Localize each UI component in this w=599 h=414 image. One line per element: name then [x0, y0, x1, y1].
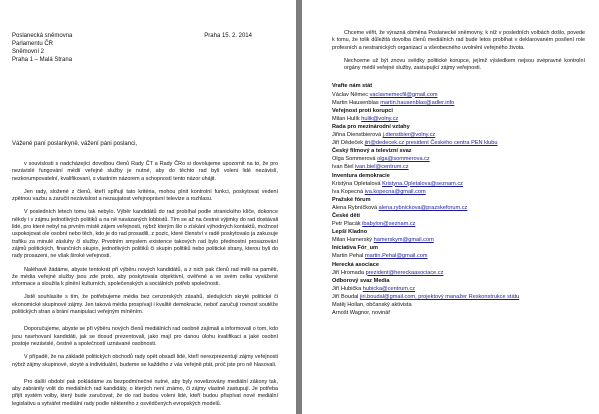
signatory-name: Ivan Biel	[332, 164, 356, 171]
email-link[interactable]: martin.Pehal@gmail.com	[364, 253, 428, 260]
body-paragraph: Naléhavě žádáme, abyste tentokrát při výběru nových kandidátů, a z nich pak členů rad měli na paměti, že média veřejné služby jsou zde proto, aby poskytovala objektivní, ověřené a ve svém celku vyvážené informace a sloužila k plnění kulturních, společenských a sociálních potřeb společnosti.	[12, 266, 278, 288]
body-paragraph: v souvislosti s nadcházející dovolbou členů Rady ČT a Rady ČRo si dovolujeme upozornit na to, že pro nezávislé fungování médií veřejné služby je nutné, aby do těchto rad byli voleni lidé nezávislí, nezkorumpovatelní, kvalifikovaní, s vlastním názorem a schopností tento názor uhájit.	[12, 161, 278, 182]
organization-name: České děti	[332, 212, 360, 219]
letter-header	[12, 32, 278, 102]
email-link[interactable]: jiri.boudal@gmail.com, projektový manažer Reskonstrukce státu	[359, 293, 520, 300]
signatory-row	[332, 293, 585, 301]
signatory-name: Iva Kopecná	[332, 188, 365, 195]
body-paragraph: V posledních letech tomu tak nebylo. Výběr kandidátů do rad probíhal podle stranického klíče, dokonce někdy i v zájmu jednotlivých politiků a na ně navázaných lobbistů. Tím se až na čestné výjimky do rad dostávali lidé, pro které nebyl na prvním místě zájem veřejnosti, nýbrž kterým šlo o získání výhodných kontaktů, možnost uspokojovat ole osobní nebo těch, kdo je do rad prosadili, z pozic, které členství v radě poskytovalo ja zakusuje trafiku za minulé zásluhy či služby. Prvotním smyslem existence takových rad bylo přednostní prosazování zájmů politických, finančních skupin, jednotlivých politiků či skupin politiků nebo politické strany, kterou byli do rady prosazeni, ne však široké veřejnosti.	[12, 209, 278, 260]
signatory-name: Petr Placák	[332, 221, 363, 228]
email-link[interactable]: iva.kopecna@gmail.com	[364, 188, 426, 195]
address-line: Poslanecká sněmovna	[12, 33, 73, 39]
signatory-row	[332, 99, 585, 107]
organization-name: Iniciativa Fór_um	[332, 245, 379, 252]
signatory-name: Jiří Boudal	[332, 293, 360, 300]
body-paragraph: Jen rady, složené z členů, kteří splňují tato kritéria, mohou plnit kontrolní funkci, poskytovat vedení zpětnou vazbu a zaručit nezávislost a nezaujatost veřejnoprávní televize a rozhlasu.	[12, 188, 278, 203]
email-link[interactable]: ivan.biel@centrum.cz	[355, 164, 409, 171]
address-line: Praha 1 – Malá Strana	[12, 57, 73, 63]
email-link[interactable]: olga@sommerova.cz	[377, 156, 430, 163]
signatory-name: Milan Hulík	[332, 115, 362, 122]
letter-date: Praha 15. 2. 2014	[204, 33, 252, 39]
email-link[interactable]: Kristyna.Opletalova@seznam.cz	[382, 180, 463, 187]
signatories-list	[332, 82, 585, 317]
email-link[interactable]: prezident@hereckaasociace.cz	[365, 269, 444, 276]
organization-name: Inventura demokracie	[332, 172, 390, 179]
signatory-row: Arnošt Wagnor, novinář	[332, 310, 391, 317]
signatory-row	[332, 131, 585, 139]
organization-name: Odborový svaz Media	[332, 277, 390, 284]
signatory-row	[332, 163, 585, 171]
signatory-name: Alena Rybníčková	[332, 204, 379, 211]
email-link[interactable]: ibabylon@seznam.cz	[362, 221, 416, 228]
signatory-row	[332, 252, 585, 260]
organization-name: Veřejnost proti korupci	[332, 107, 393, 114]
body-paragraph: Nechceme už být znovu svědky politické korupce, jejímž výsledkem nejsou svépravné kontrolní orgány médií veřejné služby, zastupující zájmy veřejnosti.	[344, 57, 585, 72]
email-link[interactable]: jiri@dedecek.cz president Českého centra PEN klubu	[364, 140, 498, 147]
email-link[interactable]: hamerskym@gmail.com	[373, 237, 434, 244]
organization-name: Herecká asociace	[332, 261, 379, 268]
signatory-row	[332, 180, 585, 188]
organization-name: Rada pro mezinárodní vztahy	[332, 123, 410, 130]
signatory-name: Olga Sommerová	[332, 156, 378, 163]
signatory-row	[332, 204, 585, 212]
signatory-name: Václav Němec	[332, 91, 370, 98]
body-paragraph: Pro další období pak pokládáme za bezpodmínečné nutné, aby byly novelizovány mediální zákony tak, aby zabránily volit do mediálních rad kandidáty, o kterých není známo, či zájmy vlastně zastupují. Je potřeba přijít systém volby, který bude zaručovat, že do rad budou voleni lidé, kteří budou přispívat nové mediální legislativu a vytvářet mediální rady podle některého z osvědčených evropských modelů.	[12, 378, 278, 407]
email-link[interactable]: hulik@volny.cz	[361, 115, 399, 122]
signatory-row	[332, 155, 585, 163]
organization-name: Vrafte nám stát	[332, 83, 373, 90]
signatory-name: Martin Hausenblas	[332, 99, 381, 106]
organization-name: Lepší Kladno	[332, 229, 368, 236]
body-paragraph: V případě, že na základě politických obchodů rady opět obsadí lidé, kteří nerezprezentují zájmy veřejnosti nýbrž zájmy skupinové, skryté a individuální, budeme se každého z vás veřejně ptát, proč jste pro ně hlasovali.	[12, 354, 278, 368]
email-link[interactable]: vaclavnemecfil@gmail.com	[369, 91, 438, 98]
signatory-row	[332, 285, 585, 293]
signatory-name: Kristýna Opletalová	[332, 180, 383, 187]
email-link[interactable]: j.dienstbier@volny.cz	[382, 132, 436, 139]
signatory-name: Jiří Dědeček	[332, 140, 365, 147]
signatory-row: Matěj Hollan, občanský aktivista	[332, 302, 412, 309]
signatory-name: Jiří Hromada	[332, 269, 366, 276]
address-line: Parlamentu ČR	[12, 41, 54, 47]
signatory-name: Milan Hamerský	[332, 237, 374, 244]
signatory-name: Jiřina Dienstbierová	[332, 132, 383, 139]
body-paragraph: Doporučujeme, abyste se při výběru nových členů mediálních rad osobně zajímali a informovali o tom, kdo jsou navrhovaní kandidáti, jak se dosud prezentovali, jako mají pro danou úlohu kvalifikaci a jaké osobní postoje nezávislé, čestné a společností uznávané osobnosti.	[12, 326, 278, 347]
signatory-row	[332, 188, 585, 196]
email-link[interactable]: hubicka@centrum.cz	[362, 285, 416, 292]
organization-name: Pražské fórum	[332, 196, 371, 203]
email-link[interactable]: martin.hausenblas@adler.info	[380, 99, 455, 106]
signatory-name: Jiří Hubička	[332, 285, 363, 292]
signatory-row	[332, 115, 585, 123]
email-link[interactable]: alena.rybnickova@prazskeforum.cz	[378, 204, 468, 211]
signatory-row	[332, 139, 585, 147]
organization-name: Český filmový a televizní svaz	[332, 148, 412, 155]
body-paragraph: Chceme věřit, že výrazná obměna Poslanecké sněmovny, k níž v posledních volbách došlo, povede k tomu, že tolik důležitá dovolba členů mediálních rad bude letos probíhat v deklarovaném posílení role profesních a nestranických organizací a všeobecného uvolnění veřejného života.	[332, 30, 585, 51]
signatory-row	[332, 220, 585, 228]
letter-page-right	[302, 0, 599, 414]
address-line: Sněmovní 2	[12, 49, 45, 55]
signatory-row	[332, 236, 585, 244]
letter-page-left	[0, 0, 296, 414]
body-paragraph: Jistě souhlasíte s tím, že potřebujeme média bez cenzorských zásahů, sledujících skryté politické či ekonomické skupinové zájmy. Jen taková média prospívají i kvalitě demokracie, neboť zaručují rovnost soutěže politických stran a brání manipulaci veřejným míněním.	[12, 294, 278, 316]
salutation: Vážené paní poslankyně, vážení páni poslanci,	[12, 141, 138, 147]
signatory-name: Martin Pehal	[332, 253, 365, 260]
signatory-row	[332, 269, 585, 277]
signatory-row	[332, 91, 585, 99]
